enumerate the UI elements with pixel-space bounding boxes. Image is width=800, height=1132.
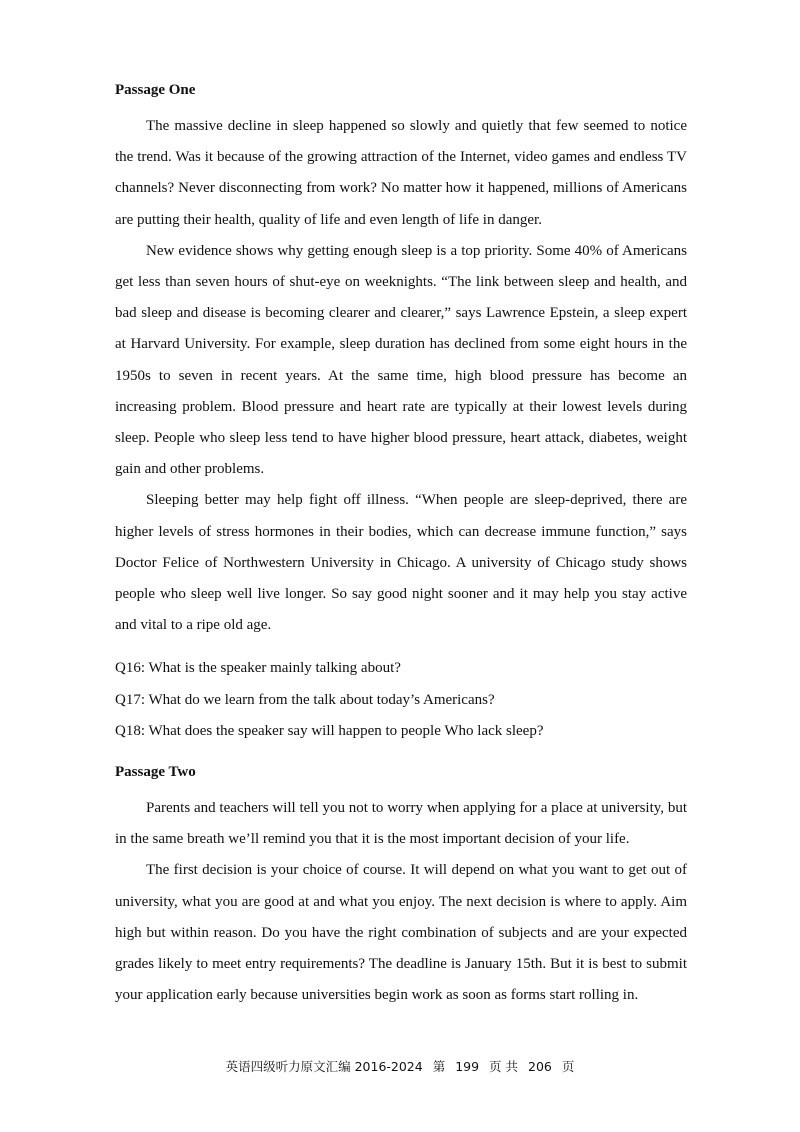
passage-two-paragraph-1: Parents and teachers will tell you not to worry when applying for a place at university, but in the same breath we’ll remind you that it is the most important decision of your life. — [115, 799, 687, 848]
passage-one-heading: Passage One — [115, 82, 196, 98]
question-q16: Q16: What is the speaker mainly talking about? — [115, 660, 401, 677]
footer-page-number: 199 — [455, 1059, 480, 1074]
question-q17: Q17: What do we learn from the talk about today’s Americans? — [115, 691, 495, 708]
document-page — [115, 80, 687, 1011]
footer-total-pages: 206 — [528, 1059, 552, 1074]
passage-one-paragraph-3: Sleeping better may help fight off illness. “When people are sleep-deprived, there are higher levels of stress hormones in their bodies, which can decrease immune function,” says Doctor Felice of Northwestern University in Chicago. A university of Chicago study shows people who sleep well live longer. So say good night sooner and it may help you stay active and vital to a ripe old age. — [115, 492, 687, 634]
footer-page-mid: 页 共 — [489, 1059, 519, 1074]
passage-two-paragraph-2: The first decision is your choice of course. It will depend on what you want to get out of university, what you are good at and what you enjoy. The next decision is where to apply. Aim high but within reason. Do you have the right combination of subjects and are your expected grades likely to meet entry requirements? The deadline is January 15th. But it is best to submit your application early because universities begin work as soon as forms start rolling in. — [115, 862, 687, 1004]
footer-page-prefix: 第 — [432, 1059, 446, 1074]
question-list — [115, 653, 687, 748]
passage-one-paragraph-2: New evidence shows why getting enough sleep is a top priority. Some 40% of Americans get less than seven hours of shut-eye on weeknights. “The link between sleep and health, and bad sleep and disease is becoming clearer and clearer,” says Lawrence Epstein, a sleep expert at Harvard University. For example, sleep duration has declined from some eight hours in the 1950s to seven in recent years. At the same time, high blood pressure has become an increasing problem. Blood pressure and heart rate are typically at their lowest levels during sleep. People who sleep less tend to have higher blood pressure, heart attack, diabetes, weight gain and other problems. — [115, 242, 687, 478]
passage-one-paragraph-1: The massive decline in sleep happened so slowly and quietly that few seemed to notice the trend. Was it because of the growing attraction of the Internet, video games and endless TV channels? Never disconnecting from work? No matter how it happened, millions of Americans are putting their health, quality of life and even length of life in danger. — [115, 118, 687, 228]
question-q18: Q18: What does the speaker say will happen to people Who lack sleep? — [115, 723, 544, 740]
page-footer — [0, 1057, 800, 1075]
footer-page-suffix: 页 — [561, 1059, 575, 1074]
footer-title: 英语四级听力原文汇编 2016-2024 — [225, 1059, 423, 1074]
passage-two-heading: Passage Two — [115, 763, 196, 780]
